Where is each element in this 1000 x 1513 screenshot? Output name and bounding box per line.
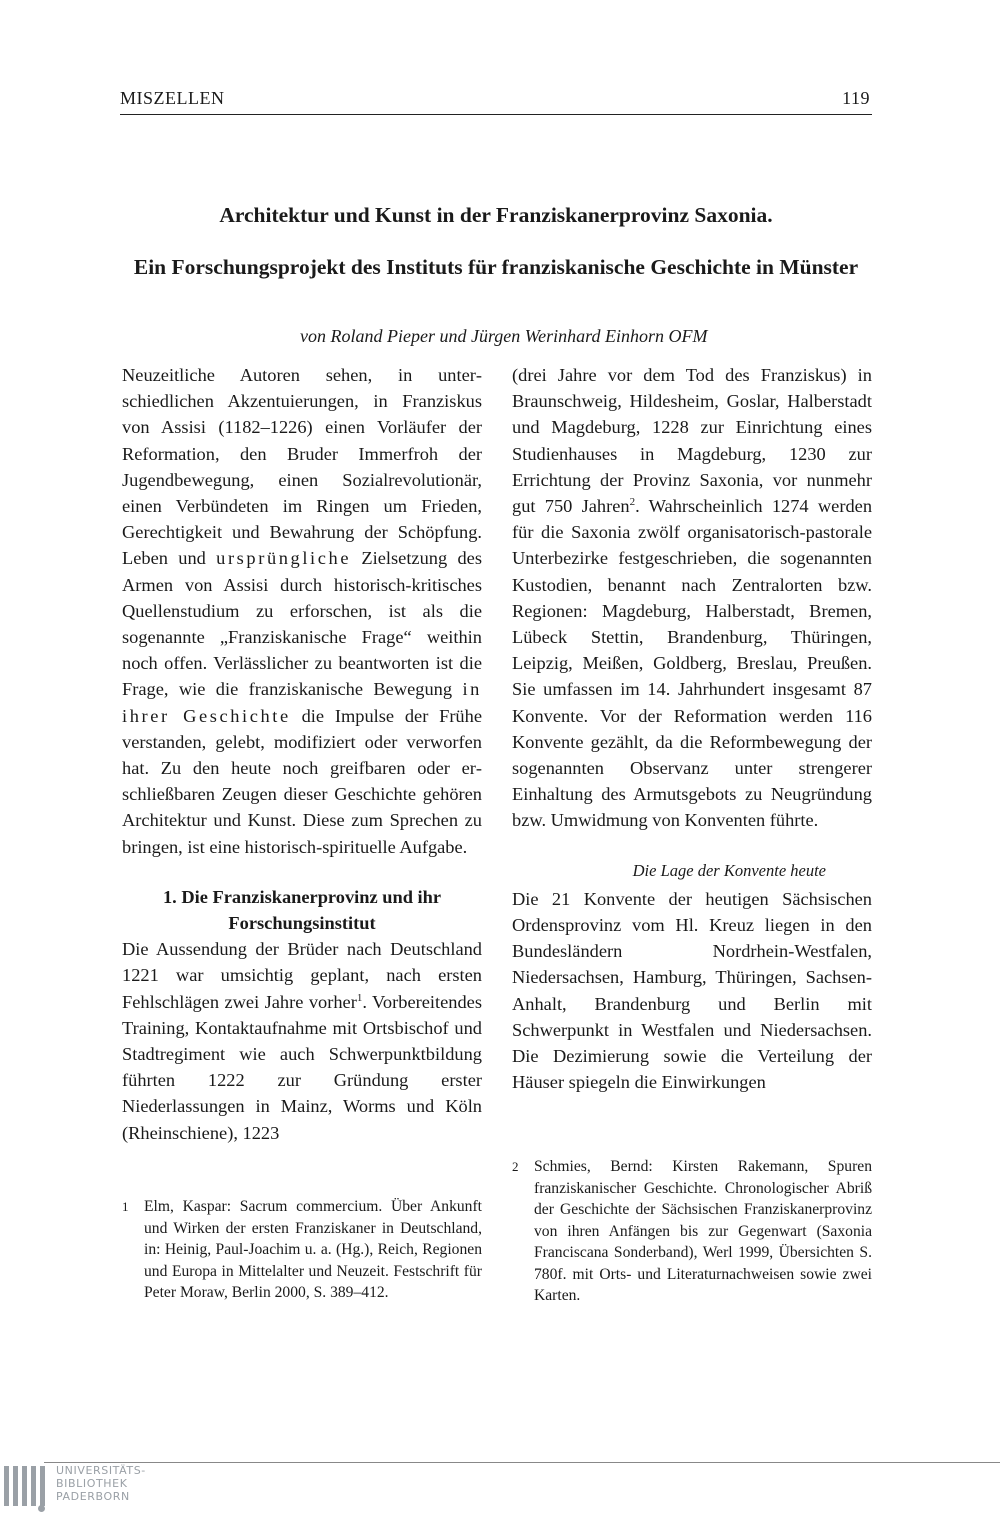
continuation-paragraph — [512, 362, 872, 834]
library-logo-dot-icon — [38, 1505, 45, 1512]
article-title: Architektur und Kunst in der Franziskanerprovinz Saxonia. — [219, 203, 773, 227]
footnote-number: 2 — [512, 1159, 519, 1174]
footnote-text: Schmies, Bernd: Kirsten Rakemann, Spuren franziskanischer Geschichte. Chronologischer Abriß der Geschichte der Sächsischen Franziskanerprovinz von ihren Anfängen bis zur Gegenwart (Saxonia Franciscana Sonderband), Werl 1999, Übersichten S. 780f. mit Orts- und Literaturnachweisen sowie zwei Karten. — [534, 1158, 872, 1304]
section-heading: 1. Die Franziskanerprovinz und ihr Forschungsinstitut — [162, 886, 442, 934]
article-subtitle: Ein Forschungsprojekt des Instituts für franziskanische Geschichte in Münster — [133, 255, 859, 279]
logo-line-3: PADERBORN — [56, 1490, 130, 1503]
para1-text-b: . Wahrscheinlich 1274 werden für die Saxonia zwölf organisatorisch-pastorale Unterbezirke festgeschrieben, die sogenannten Kustodien, benannt nach Zentralorten bzw. Regionen: Magdeburg, Halberstadt, Bremen, Lübeck Stettin, Brandenburg, Thüringen, Leipzig, Meißen, Goldberg, Breslau, Preußen. Sie umfassen im 14. Jahrhundert insgesamt 87 Konvente. Vor der Reformation werden 116 Konvente gezählt, da die Reformbewegung der sogenannten Observanz unter strengerer Einhaltung des Armutsgebots zu Neugründung bzw. Umwidmung von Konventen führte. — [512, 496, 873, 831]
section-text-b: . Vorbereitendes Training, Kontaktaufnahme mit Ortsbischof und Stadtregiment wie auch Schwerpunktbildung führten 1222 zur Gründung erster Niederlassungen in Mainz, Worms und Köln (Rheinschiene), 1223 — [122, 991, 482, 1143]
logo-line-1: UNIVERSITÄTS- — [56, 1464, 146, 1477]
footnote-ref-2[interactable]: 2 — [629, 495, 636, 508]
right-column — [512, 362, 872, 1095]
library-logo — [0, 1462, 200, 1513]
section-paragraph — [122, 936, 482, 1146]
convents-paragraph: Die 21 Konvente der heutigen Sächsischen Ordensprovinz vom Hl. Kreuz liegen in den Bundesländern Nordrhein-Westfalen, Niedersachsen, Hamburg, Thüringen, Sachsen-Anhalt, Brandenburg und Berlin mit Schwerpunkt in Westfalen und Niedersachsen. Die Dezimierung sowie die Verteilung der Häuser spiegeln die Einwirkungen — [512, 888, 872, 1093]
intro-spaced-phrase: in ihrer Geschichte — [122, 679, 482, 726]
intro-text-c: die Impulse der Frühe verstanden, gelebt, modifiziert oder verworfen hat. Zu den heute noch greifbaren oder erschließbaren Zeugen dieser Geschichte gehören Architektur und Kunst. Diese zum Sprechen zu bringen, ist eine historisch-spirituelle Aufgabe. — [122, 705, 482, 857]
page-number: 119 — [842, 88, 870, 108]
author-byline: von Roland Pieper und Jürgen Werinhard Einhorn OFM — [300, 326, 708, 346]
footnote-1 — [122, 1196, 482, 1304]
footnote-text: Elm, Kaspar: Sacrum commercium. Über Ankunft und Wirken der ersten Franziskaner in Deutschland, in: Heinig, Paul-Joachim u. a. (Hg.), Reich, Regionen und Europa in Mittelalter und Neuzeit. Festschrift für Peter Moraw, Berlin 2000, S. 389–412. — [144, 1198, 482, 1301]
intro-paragraph — [122, 362, 482, 860]
intro-text-b: Zielsetzung des Armen von Assisi durch historisch-kritisches Quellenstudium zu erforschen, ist als die sogenannte „Franziskanische Frage“ weithin noch offen. Verlässlicher zu beantworten ist die Frage, wie die franziskanische Bewegung — [122, 548, 482, 700]
section-label: MISZELLEN — [120, 88, 225, 108]
footnote-ref-1[interactable]: 1 — [356, 991, 363, 1004]
running-header — [120, 86, 872, 115]
footnote-number: 1 — [122, 1199, 129, 1214]
logo-line-2: BIBLIOTHEK — [56, 1477, 128, 1490]
footnote-2 — [512, 1156, 872, 1307]
intro-spaced-word: ursprüngliche — [216, 548, 352, 569]
left-column — [122, 362, 482, 1146]
subheading: Die Lage der Konvente heute — [632, 860, 826, 880]
library-logo-text — [56, 1464, 146, 1503]
intro-text-a: Neuzeitliche Autoren sehen, in unterschiedlichen Akzentuierungen, in Franziskus von Assisi (1182–1226) einen Vorläufer der Reformation, den Bruder Immerfroh der Jugendbewegung, einen Sozialrevolutionär, einen Verbündeten im Ringen um Frieden, Gerechtigkeit und Bewahrung der Schöpfung. Leben und — [122, 365, 482, 569]
section-text-a: Die Aussendung der Brüder nach Deutschland 1221 war umsichtig geplant, nach ersten Fehlschlägen zwei Jahre vorher — [122, 939, 482, 1012]
library-logo-bars-icon — [4, 1466, 54, 1509]
para1-text-a: (drei Jahre vor dem Tod des Franziskus) in Braunschweig, Hildesheim, Goslar, Halberstadt und Magdeburg, 1228 zur Einrichtung eines Studienhauses in Magdeburg, 1230 zur Errichtung der Provinz Saxonia, vor nunmehr gut 750 Jahren — [512, 365, 872, 517]
